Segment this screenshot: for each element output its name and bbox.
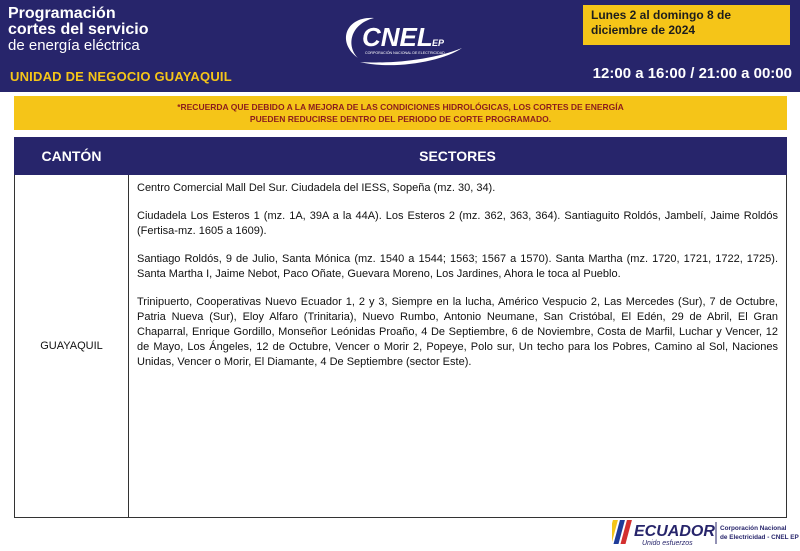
cnel-logo [332,12,482,68]
table-row [15,175,787,518]
date-range-line-2: diciembre de 2024 [591,23,696,37]
notice-banner [14,96,787,130]
cnel-logo-subtitle: CORPORACIÓN NACIONAL DE ELECTRICIDAD [365,51,445,55]
cnel-logo-ep: EP [432,38,445,48]
schedule-time: 12:00 a 16:00 / 21:00 a 00:00 [592,65,792,82]
sector-paragraph: Santiago Roldós, 9 de Julio, Santa Mónica (mz. 1540 a 1544; 1563; 1567 a 1570). Santa Martha (mz. 1720, 1721, 1722, 1725). Santa Martha I, Jaime Nebot, Paco Oñate, Guevara Moreno, Los Jardines, Ahora le toca al Pueblo. [137,253,778,280]
date-range-box [583,5,790,45]
header-sectores: SECTORES [129,138,787,175]
footer-slogan: Unido esfuerzos [642,540,693,547]
date-range-line-1: Lunes 2 al domingo 8 de [591,8,732,22]
notice-line-2: PUEDEN REDUCIRSE DENTRO DEL PERIODO DE CORTE PROGRAMADO. [249,114,552,124]
business-unit-label: UNIDAD DE NEGOCIO GUAYAQUIL [10,69,232,84]
title-line-3: de energía eléctrica [8,37,140,54]
sector-paragraph: Trinipuerto, Cooperativas Nuevo Ecuador 1, 2 y 3, Siempre en la lucha, Américo Vespucio 2, Las Mercedes (Sur), 7 de Octubre, Patria Nueva (Sur), Eloy Alfaro (Trinitaria), Nuevo Rumbo, Antonio Neumane, San Cristóbal, El Edén, 29 de Abril, El Gran Chaparral, Enrique Gordillo, Monseñor Leónidas Proaño, 4 De Septiembre, 6 de Noviembre, Costa de Marfil, Luchar y Vencer, 12 de Mayo, Los Ángeles, 12 de Octubre, Vencer o Morir 2, Popeye, Polo sur, Un techo para los Pobres, Camino al Sol, Naciones Unidas, Vencer o Morir, El Diamante, 4 De Septiembre (sector Este). [137,296,778,368]
outage-table [14,137,787,518]
header-banner [0,0,800,92]
sector-paragraph: Ciudadela Los Esteros 1 (mz. 1A, 39A a la 44A). Los Esteros 2 (mz. 362, 363, 364). Santiaguito Roldós, Jambelí, Jaime Roldós (Fertisa-mz. 1605 a 1609). [137,210,778,237]
notice-line-1: *RECUERDA QUE DEBIDO A LA MEJORA DE LAS CONDICIONES HIDROLÓGICAS, LOS CORTES DE ENERGÍA [177,102,624,112]
header-canton: CANTÓN [15,138,129,175]
footer-org-line-2: de Electricidad - CNEL EP [720,534,799,541]
sector-paragraph: Centro Comercial Mall Del Sur. Ciudadela del IESS, Sopeña (mz. 30, 34). [137,182,496,194]
sectors-cell [129,175,787,518]
title-line-1: Programación [8,5,116,22]
table-header-row [15,138,787,175]
page-title [8,6,149,54]
cnel-logo-text: CNEL [362,22,433,52]
footer-brand: ECUADOR [634,523,715,540]
title-line-2: cortes del servicio [8,21,149,38]
canton-cell: GUAYAQUIL [15,175,129,518]
footer-org-line-1: Corporación Nacional [720,525,787,532]
ecuador-footer-logo [612,516,800,548]
